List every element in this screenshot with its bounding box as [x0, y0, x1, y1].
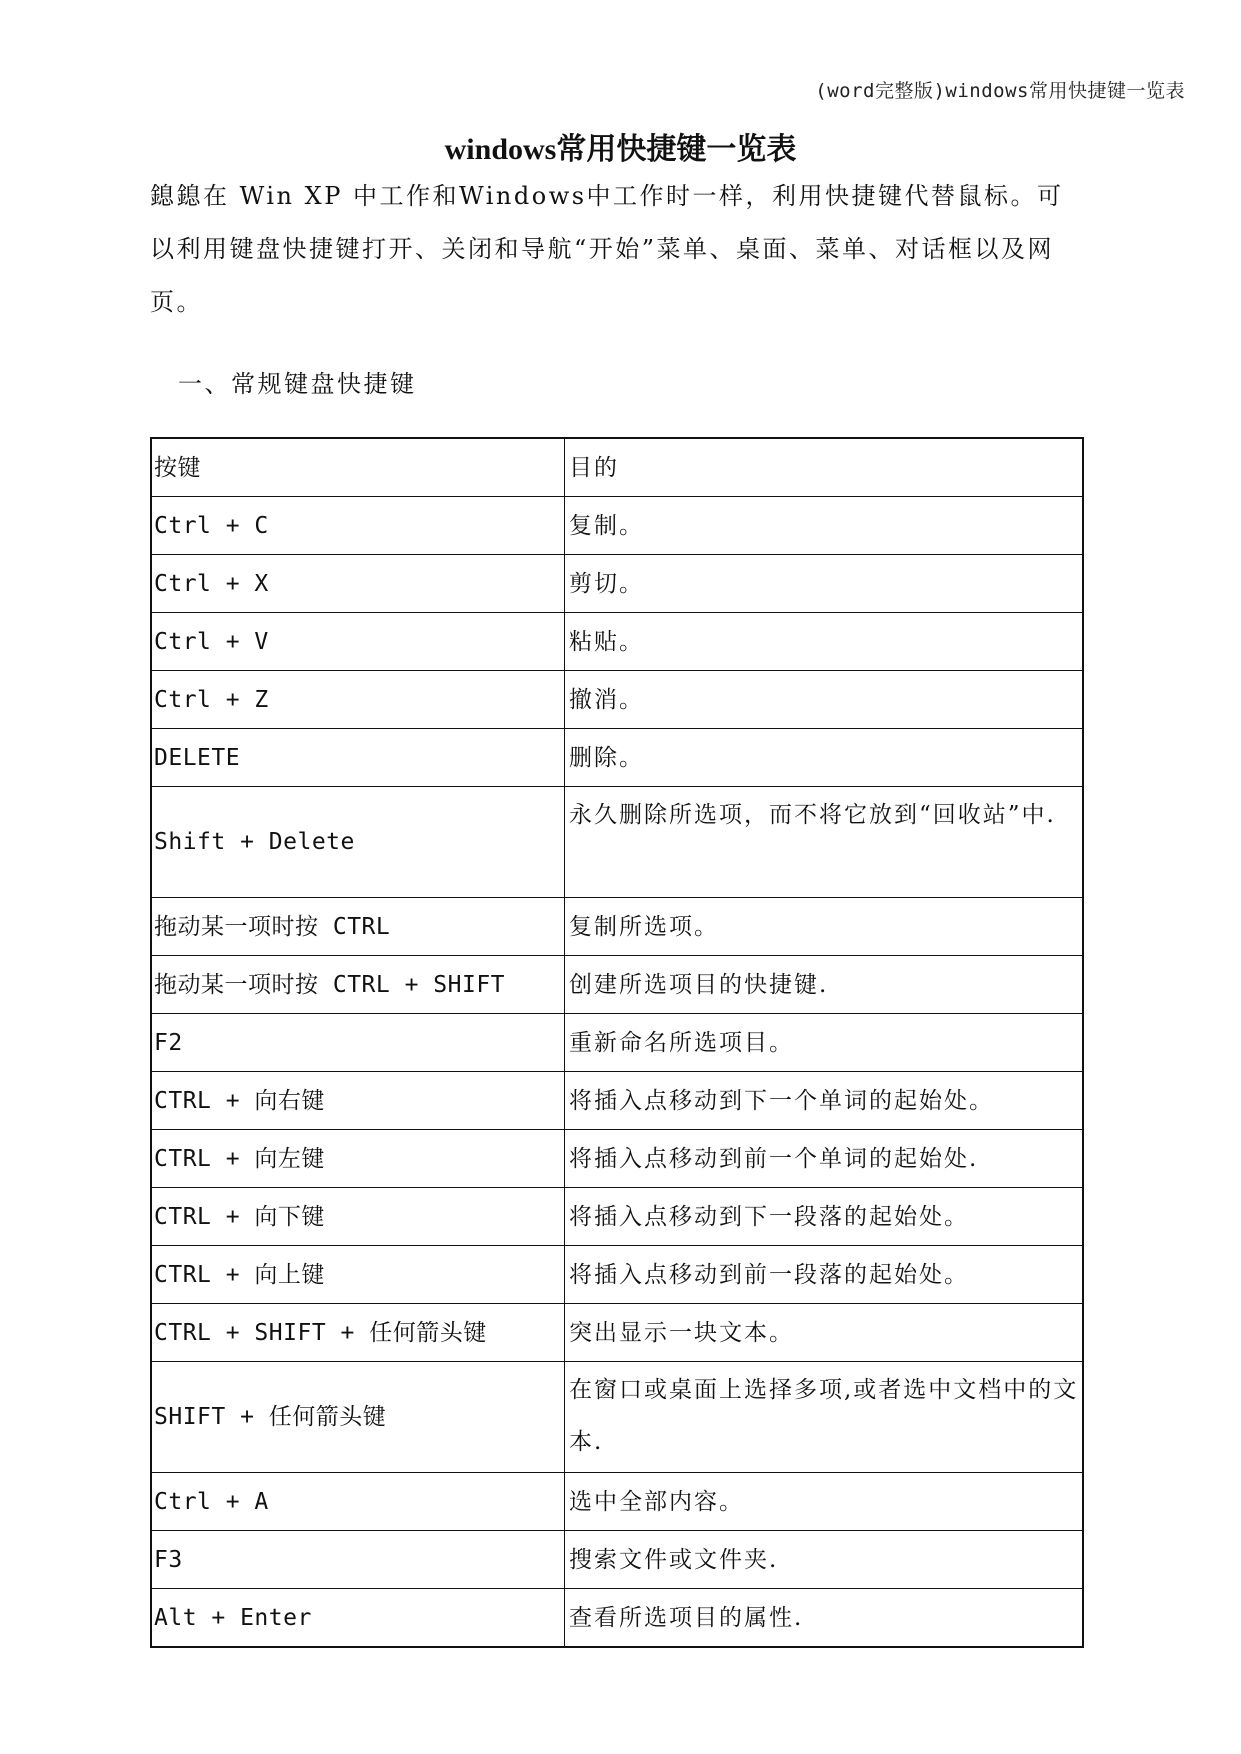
key-cell: DELETE — [151, 729, 565, 787]
purpose-cell: 撤消。 — [565, 671, 1084, 729]
purpose-cell: 删除。 — [565, 729, 1084, 787]
key-cell: F3 — [151, 1531, 565, 1589]
key-cell: SHIFT + 任何箭头键 — [151, 1362, 565, 1473]
table-row — [151, 1072, 1083, 1130]
purpose-cell: 将插入点移动到前一个单词的起始处. — [565, 1130, 1084, 1188]
purpose-cell: 创建所选项目的快捷键. — [565, 956, 1084, 1014]
table-row — [151, 1362, 1083, 1473]
key-cell: Ctrl + C — [151, 497, 565, 555]
intro-paragraph: 鎴鎴在 Win XP 中工作和Windows中工作时一样，利用快捷键代替鼠标。可以利用键盘快捷键打开、关闭和导航“开始”菜单、桌面、菜单、对话框以及网页。 — [150, 182, 1064, 316]
purpose-cell: 永久删除所选项，而不将它放到“回收站”中. — [565, 787, 1084, 898]
key-cell: CTRL + 向右键 — [151, 1072, 565, 1130]
table-row — [151, 956, 1083, 1014]
table-row — [151, 1304, 1083, 1362]
key-cell: Ctrl + X — [151, 555, 565, 613]
key-cell: CTRL + 向左键 — [151, 1130, 565, 1188]
table-row — [151, 1531, 1083, 1589]
table-row — [151, 613, 1083, 671]
header-cell-purpose: 目的 — [565, 438, 1084, 497]
purpose-cell: 剪切。 — [565, 555, 1084, 613]
purpose-cell: 查看所选项目的属性. — [565, 1589, 1084, 1648]
shortcut-table — [150, 437, 1084, 1648]
purpose-cell: 在窗口或桌面上选择多项,或者选中文档中的文本. — [565, 1362, 1084, 1473]
table-row — [151, 671, 1083, 729]
table-header-row — [151, 438, 1083, 497]
purpose-cell: 将插入点移动到下一个单词的起始处。 — [565, 1072, 1084, 1130]
key-cell: Ctrl + Z — [151, 671, 565, 729]
purpose-cell: 粘贴。 — [565, 613, 1084, 671]
table-row — [151, 787, 1083, 898]
page-header: (word完整版)windows常用快捷键一览表 — [815, 80, 1185, 102]
section-heading: 一、常规键盘快捷键 — [178, 370, 417, 398]
table-row — [151, 555, 1083, 613]
table-row — [151, 1589, 1083, 1648]
purpose-cell: 选中全部内容。 — [565, 1473, 1084, 1531]
purpose-cell: 突出显示一块文本。 — [565, 1304, 1084, 1362]
key-cell: Shift + Delete — [151, 787, 565, 898]
table-row — [151, 1246, 1083, 1304]
table-row — [151, 898, 1083, 956]
table-row — [151, 1473, 1083, 1531]
table-row — [151, 729, 1083, 787]
table-row — [151, 1014, 1083, 1072]
purpose-cell: 复制所选项。 — [565, 898, 1084, 956]
key-cell: 拖动某一项时按 CTRL — [151, 898, 565, 956]
table-row — [151, 1130, 1083, 1188]
document-title: windows常用快捷键一览表 — [444, 133, 797, 166]
key-cell: Alt + Enter — [151, 1589, 565, 1648]
purpose-cell: 将插入点移动到前一段落的起始处。 — [565, 1246, 1084, 1304]
purpose-cell: 重新命名所选项目。 — [565, 1014, 1084, 1072]
header-cell-key: 按键 — [151, 438, 565, 497]
table-row — [151, 497, 1083, 555]
key-cell: Ctrl + V — [151, 613, 565, 671]
key-cell: CTRL + 向上键 — [151, 1246, 565, 1304]
purpose-cell: 复制。 — [565, 497, 1084, 555]
table-row — [151, 1188, 1083, 1246]
key-cell: Ctrl + A — [151, 1473, 565, 1531]
purpose-cell: 搜索文件或文件夹. — [565, 1531, 1084, 1589]
key-cell: 拖动某一项时按 CTRL + SHIFT — [151, 956, 565, 1014]
key-cell: CTRL + 向下键 — [151, 1188, 565, 1246]
key-cell: CTRL + SHIFT + 任何箭头键 — [151, 1304, 565, 1362]
key-cell: F2 — [151, 1014, 565, 1072]
purpose-cell: 将插入点移动到下一段落的起始处。 — [565, 1188, 1084, 1246]
